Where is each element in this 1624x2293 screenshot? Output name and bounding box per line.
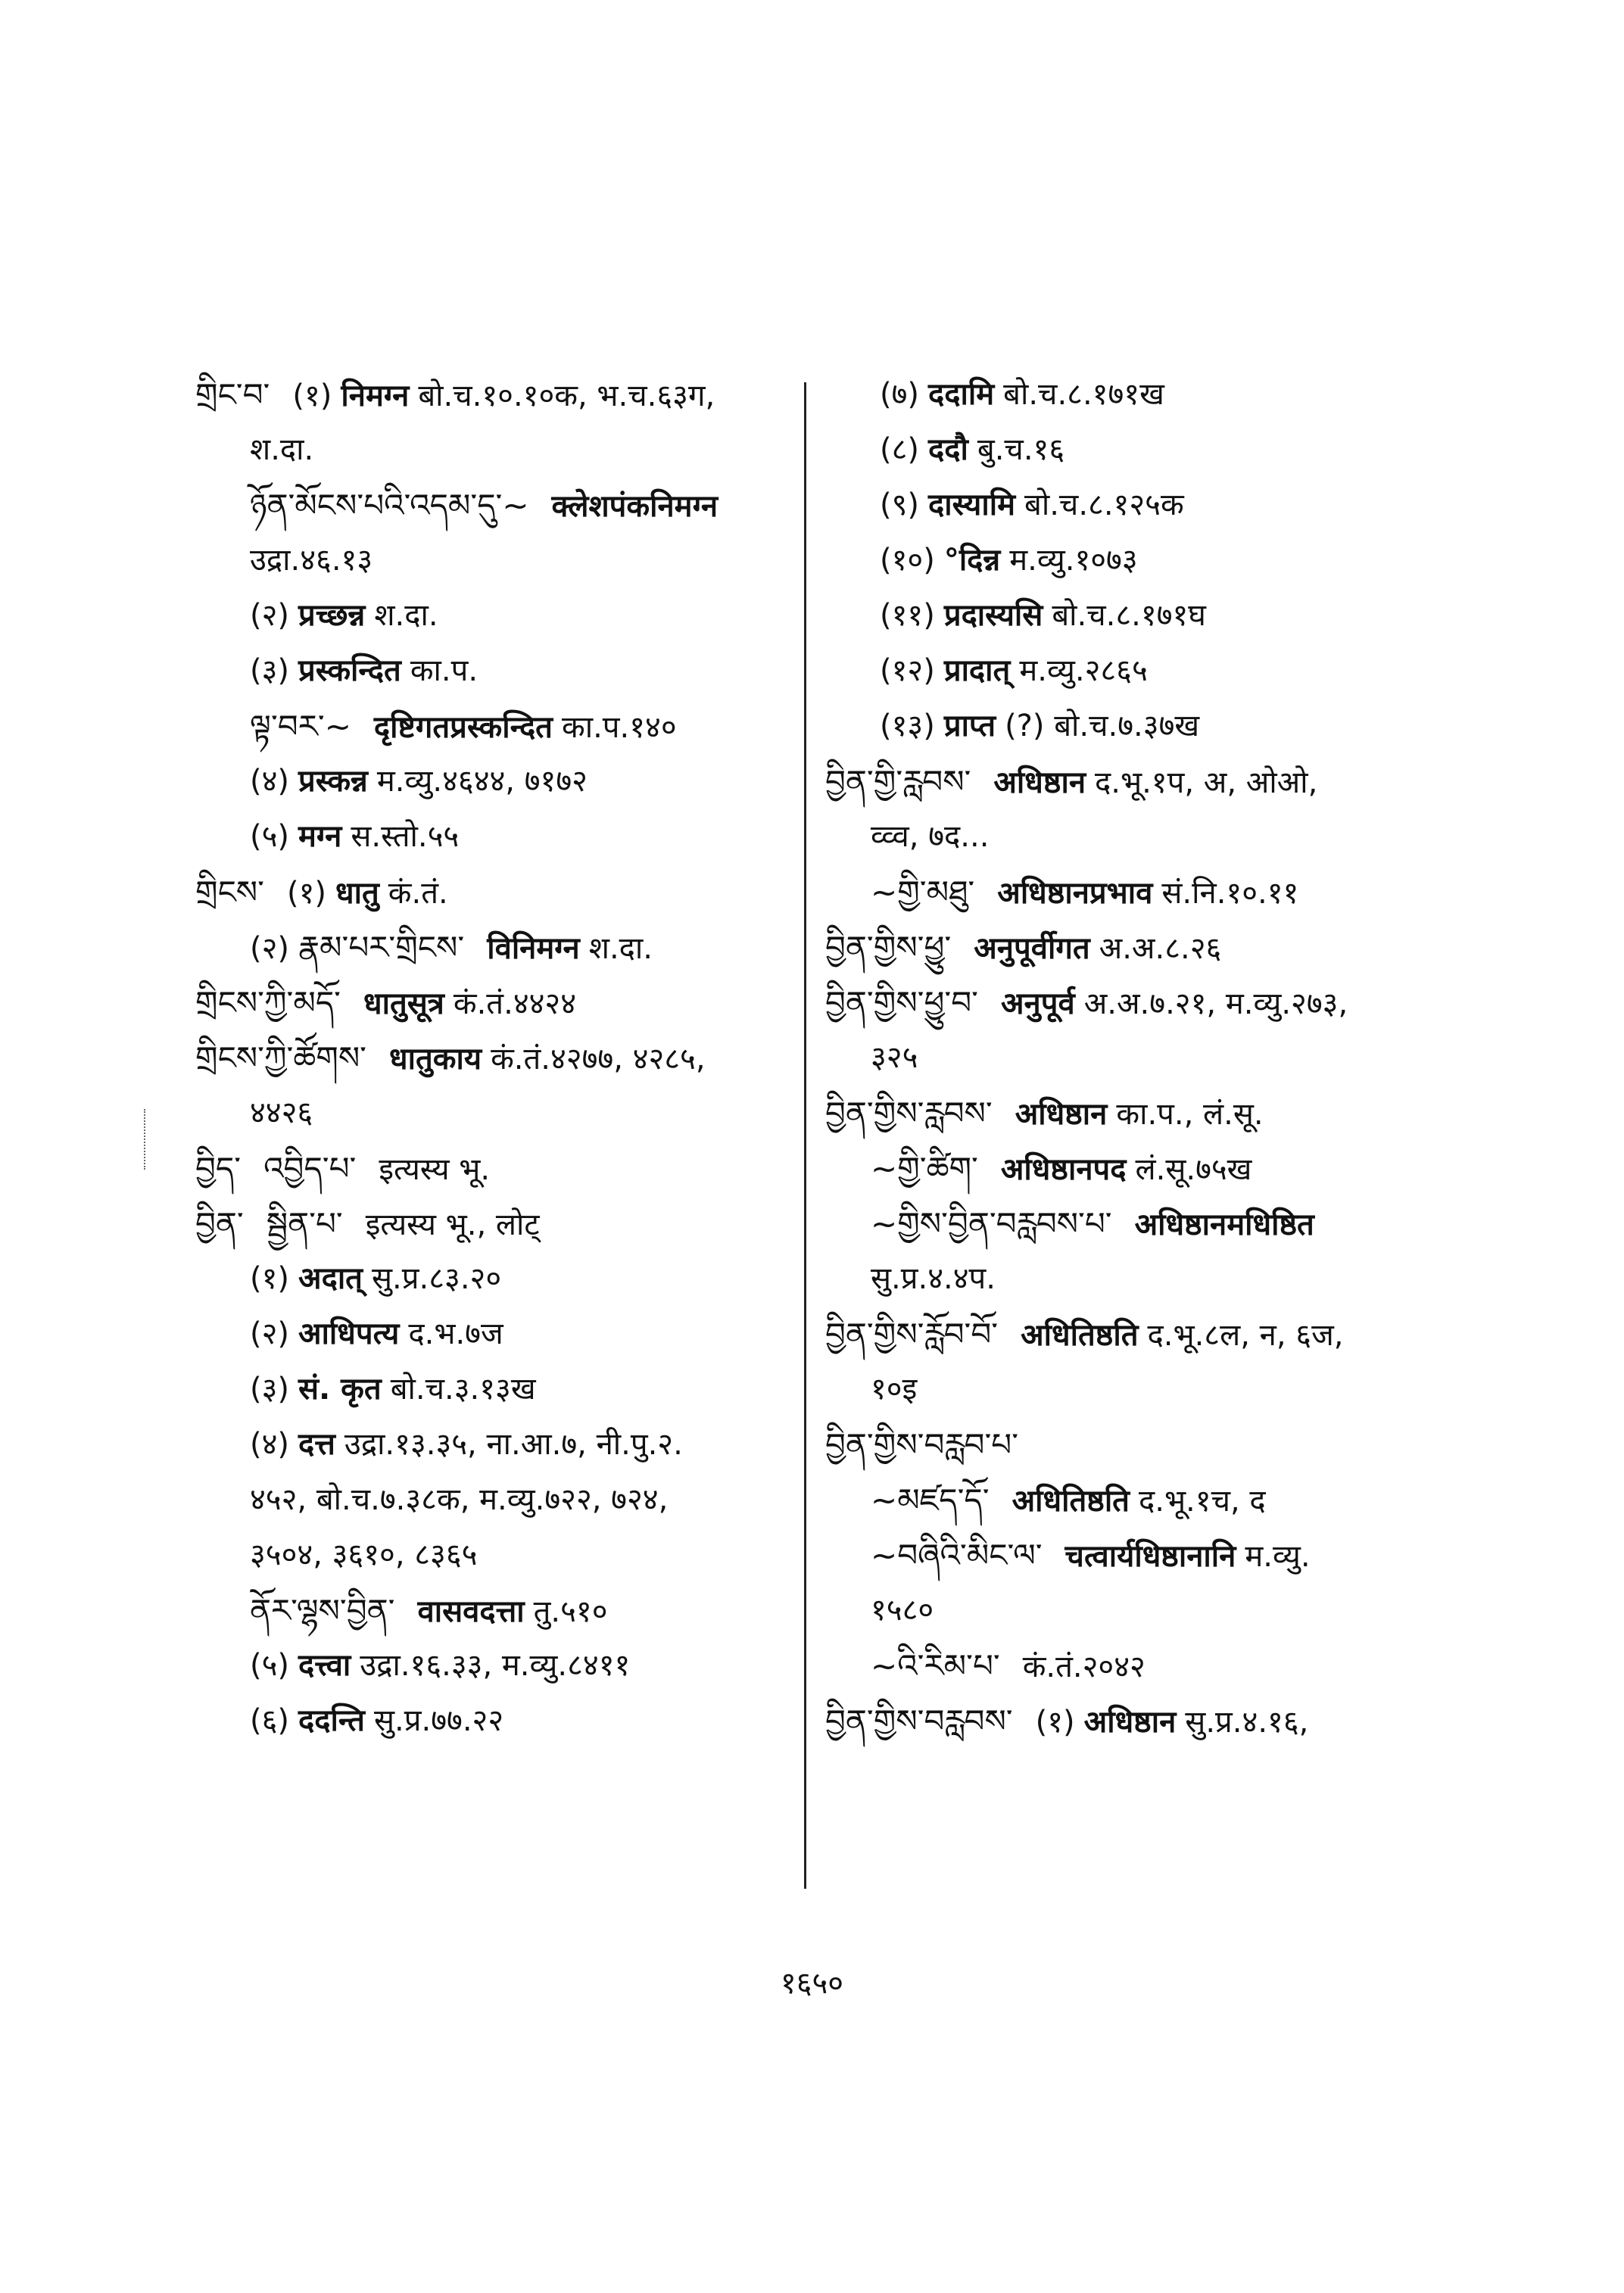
- entry-line: [825, 1693, 1476, 1749]
- tibetan-headword: ~བཞིའི་མིང་ལ་: [871, 1537, 1043, 1574]
- tibetan-headword: གྲིངས་: [195, 874, 264, 911]
- sanskrit-equivalent: मग्न: [298, 819, 342, 854]
- entry-text: (१३): [880, 709, 935, 743]
- tibetan-headword: བྱིན་གྱིས་བརླབས་: [825, 1703, 1013, 1740]
- entry-line: [825, 920, 1476, 975]
- entry-line: [825, 975, 1476, 1030]
- reference-text: उद्रा.१३.३५, ना.आ.७, नी.पु.२.: [344, 1427, 683, 1462]
- entry-line: [825, 754, 1476, 809]
- reference-text: स.स्तो.५५: [351, 819, 460, 854]
- sanskrit-equivalent: अधिष्ठानप्रभाव: [997, 876, 1153, 911]
- sanskrit-equivalent: अनुपूर्व: [1000, 986, 1075, 1021]
- sanskrit-equivalent: धातुकाय: [389, 1042, 482, 1076]
- reference-text: का.प., लं.सू.: [1116, 1097, 1264, 1132]
- sanskrit-equivalent: अदात्: [298, 1261, 363, 1296]
- entry-line: [825, 1251, 1476, 1307]
- reference-text: इत्यस्य भू.: [379, 1152, 491, 1187]
- sanskrit-equivalent: अधिष्ठान: [1083, 1705, 1177, 1740]
- entry-text: व्व्व, ७द...: [871, 819, 990, 854]
- entry-line: [195, 1638, 846, 1693]
- entry-line: [825, 809, 1476, 865]
- column-divider: [804, 382, 806, 1889]
- right-column: [825, 367, 1476, 1749]
- entry-line: [825, 1196, 1476, 1251]
- tibetan-headword: ཉོན་མོངས་པའི་འདམ་དུ་~: [250, 487, 529, 524]
- tibetan-headword: བྱིན་གྱིས་ཕྱུ་བ་: [825, 984, 978, 1021]
- tibetan-headword: ~འི་རིམ་པ་: [871, 1647, 1000, 1684]
- sanskrit-equivalent: प्रस्कन्दित: [298, 653, 401, 688]
- sanskrit-equivalent: वासवदत्ता: [417, 1594, 525, 1629]
- entry-text: (१): [250, 1261, 290, 1296]
- sanskrit-equivalent: प्रादात्: [943, 653, 1011, 688]
- reference-text: सं.नि.१०.११: [1161, 876, 1299, 911]
- entry-line: [195, 367, 846, 422]
- entry-text: (५): [250, 1648, 290, 1683]
- entry-text: (५): [250, 819, 290, 854]
- tibetan-headword: བྱིན་: [195, 1205, 244, 1242]
- entry-line: [195, 533, 846, 588]
- entry-text: (१): [286, 876, 326, 911]
- tibetan-headword: ~གྱི་ཚིག་: [871, 1150, 978, 1187]
- sanskrit-equivalent: आधिपत्य: [298, 1316, 400, 1351]
- reference-text: श.दा.: [374, 598, 438, 633]
- entry-text: (२): [250, 598, 290, 633]
- entry-line: [195, 1583, 846, 1638]
- tibetan-headword: གྲིང་བ་: [195, 376, 270, 413]
- entry-line: [195, 920, 846, 975]
- reference-text: बो.च.१०.१०क, भ.च.६३ग,: [418, 379, 715, 413]
- sanskrit-equivalent: दास्यामि: [928, 488, 1016, 522]
- tibetan-form: རྣམ་པར་གྲིངས་: [298, 929, 465, 966]
- reference-text: द.भू.८ल, न, ६ज,: [1147, 1318, 1344, 1353]
- reference-text: अ.अ.८.२६: [1099, 931, 1222, 966]
- entry-text: १०इ: [871, 1372, 918, 1407]
- reference-text: बु.च.१६: [977, 432, 1065, 467]
- reference-text: कं.तं.२०४२: [1022, 1650, 1146, 1684]
- entry-line: [195, 1472, 846, 1528]
- entry-line: [195, 1141, 846, 1196]
- page-number: १६५०: [780, 1966, 844, 2001]
- entry-text: (१०): [880, 543, 935, 578]
- sanskrit-equivalent: अधिष्ठान: [1015, 1097, 1108, 1132]
- entry-text: (८): [880, 432, 920, 467]
- tibetan-form: འབྱིད་པ་: [263, 1150, 357, 1187]
- reference-text: सु.प्र.७७.२२: [373, 1703, 504, 1738]
- entry-line: [825, 478, 1476, 533]
- entry-text: ४५२, बो.च.७.३८क, म.व्यु.७२२, ७२४,: [250, 1482, 669, 1517]
- entry-text: (३): [250, 1372, 290, 1407]
- entry-text: (३): [250, 653, 290, 688]
- sanskrit-equivalent: ददन्ति: [298, 1703, 365, 1738]
- entry-line: [825, 1472, 1476, 1528]
- reference-text: द.भ.७ज: [408, 1316, 503, 1351]
- entry-line: [825, 1583, 1476, 1638]
- entry-text: (१): [1035, 1705, 1075, 1740]
- entry-line: [195, 1251, 846, 1307]
- sanskrit-equivalent: अधिष्ठानमधिष्ठित: [1134, 1207, 1314, 1242]
- tibetan-headword: ལྟ་བར་~: [250, 708, 351, 745]
- entry-line: [195, 1528, 846, 1583]
- entry-text: (६): [250, 1703, 290, 1738]
- entry-text: (२): [250, 1316, 290, 1351]
- sanskrit-equivalent: प्रदास्यसि: [943, 598, 1043, 633]
- sanskrit-equivalent: अधिष्ठान: [993, 765, 1086, 800]
- entry-line: [195, 1307, 846, 1362]
- sanskrit-equivalent: धातु: [335, 876, 379, 911]
- entry-text: सु.प्र.४.४प.: [871, 1261, 996, 1296]
- sanskrit-equivalent: प्राप्त: [943, 709, 996, 743]
- tibetan-headword: ནོར་ལྷས་བྱིན་: [250, 1592, 395, 1629]
- entry-line: [195, 865, 846, 920]
- entry-text: (९): [880, 488, 920, 522]
- sanskrit-equivalent: धातुसूत्र: [363, 986, 444, 1021]
- reference-text: बो.च.८.१२५क: [1024, 488, 1184, 522]
- sanskrit-equivalent: अनुपूर्वीगत: [974, 931, 1090, 966]
- entry-text: ३५०४, ३६१०, ८३६५: [250, 1537, 478, 1572]
- entry-text: (४): [250, 764, 290, 799]
- entry-text: (१): [292, 379, 332, 413]
- reference-text: बो.च.८.१७१ख: [1003, 377, 1164, 412]
- sanskrit-equivalent: °दिन्न: [943, 543, 1001, 578]
- tibetan-headword: གྲིངས་ཀྱི་མདོ་: [195, 984, 341, 1021]
- sanskrit-equivalent: दत्त: [298, 1427, 335, 1462]
- sanskrit-equivalent: दृष्टिगतप्रस्कन्दित: [373, 710, 553, 745]
- reference-text: तु.५१०: [533, 1594, 608, 1629]
- reference-text: द.भू.१च, द: [1138, 1484, 1266, 1519]
- reference-text: म.व्यु.४६४४, ७१७२: [376, 764, 588, 799]
- reference-text: कं.तं.४४२४: [453, 986, 577, 1021]
- reference-text: सु.प्र.४.१६,: [1185, 1705, 1309, 1740]
- entry-text: (२): [250, 931, 290, 966]
- reference-text: का.प.१४०: [562, 710, 677, 745]
- entry-line: [825, 1528, 1476, 1583]
- sanskrit-equivalent: क्लेशपंकनिमग्न: [551, 489, 718, 524]
- reference-text: (?) बो.च.७.३७ख: [1005, 709, 1200, 743]
- entry-line: [825, 699, 1476, 754]
- sanskrit-equivalent: दत्त्वा: [298, 1648, 351, 1683]
- entry-line: [195, 809, 846, 865]
- entry-text: ३२५: [871, 1040, 918, 1075]
- entry-line: [195, 478, 846, 533]
- sanskrit-equivalent: चत्वार्यधिष्ठानानि: [1064, 1539, 1236, 1574]
- sanskrit-equivalent: सं. कृत: [298, 1372, 382, 1407]
- reference-text: कं.तं.: [388, 876, 448, 911]
- entry-text: (१२): [880, 653, 935, 688]
- entry-text: १५८०: [871, 1593, 934, 1628]
- reference-text: बो.च.३.१३ख: [390, 1372, 536, 1407]
- entry-line: [825, 1141, 1476, 1196]
- sanskrit-equivalent: निमग्न: [341, 379, 410, 413]
- reference-text: द.भू.१प, अ, ओओ,: [1095, 765, 1318, 800]
- entry-line: [195, 699, 846, 754]
- reference-text: कं.तं.४२७७, ४२८५,: [491, 1042, 706, 1076]
- entry-line: [825, 865, 1476, 920]
- entry-line: [825, 1030, 1476, 1086]
- entry-line: [195, 1086, 846, 1141]
- entry-line: [825, 367, 1476, 422]
- sanskrit-equivalent: अधिष्ठानपद: [1000, 1152, 1127, 1187]
- entry-line: [195, 1417, 846, 1472]
- entry-text: (११): [880, 598, 935, 633]
- sanskrit-equivalent: अधितिष्ठति: [1021, 1318, 1139, 1353]
- reference-text: इत्यस्य भू., लोट्: [365, 1207, 540, 1242]
- entry-line: [825, 422, 1476, 478]
- reference-text: बो.च.८.१७१घ: [1052, 598, 1206, 633]
- sanskrit-equivalent: प्रच्छन्न: [298, 598, 366, 633]
- entry-line: [825, 1362, 1476, 1417]
- sanskrit-equivalent: प्रस्कन्न: [298, 764, 368, 799]
- entry-line: [195, 1030, 846, 1086]
- entry-line: [825, 1417, 1476, 1472]
- tibetan-headword: བྱིད་: [195, 1150, 242, 1187]
- entry-line: [825, 1638, 1476, 1693]
- reference-text: उद्रा.१६.३३, म.व्यु.८४११: [360, 1648, 631, 1683]
- entry-text: (४): [250, 1427, 290, 1462]
- tibetan-headword: བྱིན་གྱིས་ཕྱུ་: [825, 929, 952, 966]
- reference-text: अ.अ.७.२१, म.व्यु.२७३,: [1083, 986, 1348, 1021]
- reference-text: का.प.: [410, 653, 478, 688]
- reference-text: श.दा.: [588, 931, 653, 966]
- sanskrit-equivalent: अधितिष्ठति: [1011, 1484, 1130, 1519]
- reference-text: लं.सू.७५ख: [1135, 1152, 1252, 1187]
- entry-text: श.दा.: [250, 432, 314, 467]
- entry-line: [825, 1307, 1476, 1362]
- tibetan-headword: བྱིན་གྱི་རླབས་: [825, 763, 971, 800]
- entry-line: [195, 422, 846, 478]
- entry-line: [825, 1086, 1476, 1141]
- entry-text: उद्रा.४६.१३: [250, 543, 373, 578]
- entry-line: [195, 1693, 846, 1749]
- entry-text: (७): [880, 377, 920, 412]
- entry-text: ४४२६: [250, 1095, 313, 1130]
- entry-line: [825, 533, 1476, 588]
- tibetan-headword: གྲིངས་ཀྱི་ཚོགས་: [195, 1039, 367, 1076]
- entry-line: [825, 643, 1476, 699]
- reference-text: सु.प्र.८३.२०: [371, 1261, 502, 1296]
- entry-line: [825, 588, 1476, 643]
- tibetan-form: སྦྱིན་པ་: [266, 1205, 343, 1242]
- tibetan-headword: ~གྱིས་བྱིན་བརླབས་པ་: [871, 1205, 1112, 1242]
- reference-text: म.व्यु.१०७३: [1009, 543, 1138, 578]
- entry-line: [195, 643, 846, 699]
- tibetan-headword: ~མཛད་དོ་: [871, 1481, 990, 1519]
- sanskrit-equivalent: विनिमग्न: [487, 931, 580, 966]
- left-column: [195, 367, 846, 1749]
- entry-line: [195, 588, 846, 643]
- sanskrit-equivalent: ददामि: [928, 377, 995, 412]
- entry-line: [195, 975, 846, 1030]
- entry-line: [195, 1362, 846, 1417]
- reference-text: म.व्यु.: [1245, 1539, 1311, 1574]
- entry-line: [195, 1196, 846, 1251]
- tibetan-headword: བྱིན་གྱིས་བརླབ་པ་: [825, 1426, 1019, 1463]
- margin-mark: [144, 1109, 156, 1170]
- tibetan-headword: ~གྱི་མཐུ་: [871, 874, 975, 911]
- entry-line: [195, 754, 846, 809]
- tibetan-headword: བྱིན་གྱིས་རློབ་བོ་: [825, 1316, 999, 1353]
- tibetan-headword: བྱིན་གྱིས་རླབས་: [825, 1095, 993, 1132]
- sanskrit-equivalent: ददौ: [928, 432, 968, 467]
- reference-text: म.व्यु.२८६५: [1019, 653, 1148, 688]
